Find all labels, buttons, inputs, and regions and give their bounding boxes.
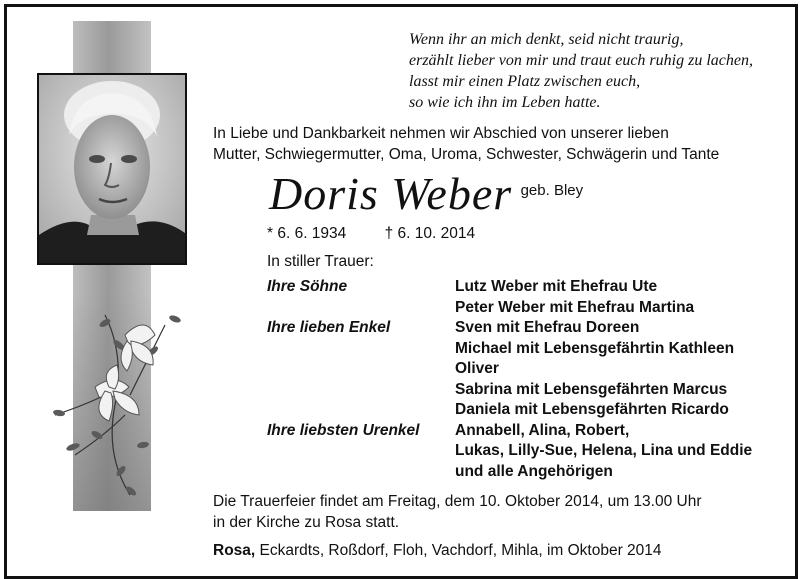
mourner-name: und alle Angehörigen [455, 462, 613, 480]
mourner-name: Michael mit Lebensgefährtin Kathleen [455, 339, 735, 357]
mourner-group-great-grandchildren [267, 421, 752, 483]
mourner-name: Lukas, Lilly-Sue, Helena, Lina und Eddie [455, 442, 753, 459]
death-date: † 6. 10. 2014 [384, 225, 476, 242]
service-line: in der Kirche zu Rosa statt. [213, 514, 400, 531]
lily-flowers-image [35, 295, 205, 507]
deceased-name-row [269, 167, 583, 220]
poem-line: so wie ich ihn im Leben hatte. [409, 94, 601, 111]
funeral-service-info [213, 491, 702, 533]
portrait-photo [37, 73, 187, 265]
intro-line: In Liebe und Dankbarkeit nehmen wir Abschied von unserer lieben [213, 125, 669, 142]
mourner-name: Daniela mit Lebensgefährten Ricardo [455, 401, 729, 418]
place-rest: Eckardts, Roßdorf, Floh, Vachdorf, Mihla, im Oktober 2014 [255, 542, 662, 559]
intro-text [213, 123, 719, 165]
mourners-list [267, 277, 752, 482]
mourner-name: Sabrina mit Lebensgefährten Marcus [455, 380, 728, 398]
poem-quote [409, 29, 753, 113]
poem-line: erzählt lieber von mir und traut euch ruhig zu lachen, [409, 52, 753, 69]
maiden-name: geb. Bley [520, 182, 584, 199]
poem-line: lasst mir einen Platz zwischen euch, [409, 73, 641, 90]
mourner-name: Oliver [455, 360, 499, 377]
mourner-name: Lutz Weber mit Ehefrau Ute [455, 278, 658, 295]
intro-line: Mutter, Schwiegermutter, Oma, Uroma, Schwester, Schwägerin und Tante [213, 146, 720, 163]
mourner-group-label: Ihre Söhne [267, 278, 348, 295]
mourner-group-label: Ihre lieben Enkel [267, 319, 391, 336]
mourner-name: Annabell, Alina, Robert, [455, 421, 630, 439]
mourner-group-label: Ihre liebsten Urenkel [267, 421, 420, 439]
obituary-notice [4, 4, 798, 579]
mourner-group-grandchildren [267, 318, 752, 421]
life-dates [267, 225, 475, 243]
mourner-name: Peter Weber mit Ehefrau Martina [455, 298, 695, 316]
place-and-date [213, 542, 662, 560]
poem-line: Wenn ihr an mich denkt, seid nicht traurig, [409, 31, 684, 48]
birth-date: * 6. 6. 1934 [267, 225, 347, 242]
mourner-name: Sven mit Ehefrau Doreen [455, 319, 640, 336]
place-main: Rosa, [213, 542, 256, 559]
deceased-name: Doris Weber [269, 168, 513, 219]
mourner-group-sons [267, 277, 752, 318]
mourning-heading: In stiller Trauer: [267, 253, 374, 270]
service-line: Die Trauerfeier findet am Freitag, dem 10. Oktober 2014, um 13.00 Uhr [213, 493, 702, 510]
